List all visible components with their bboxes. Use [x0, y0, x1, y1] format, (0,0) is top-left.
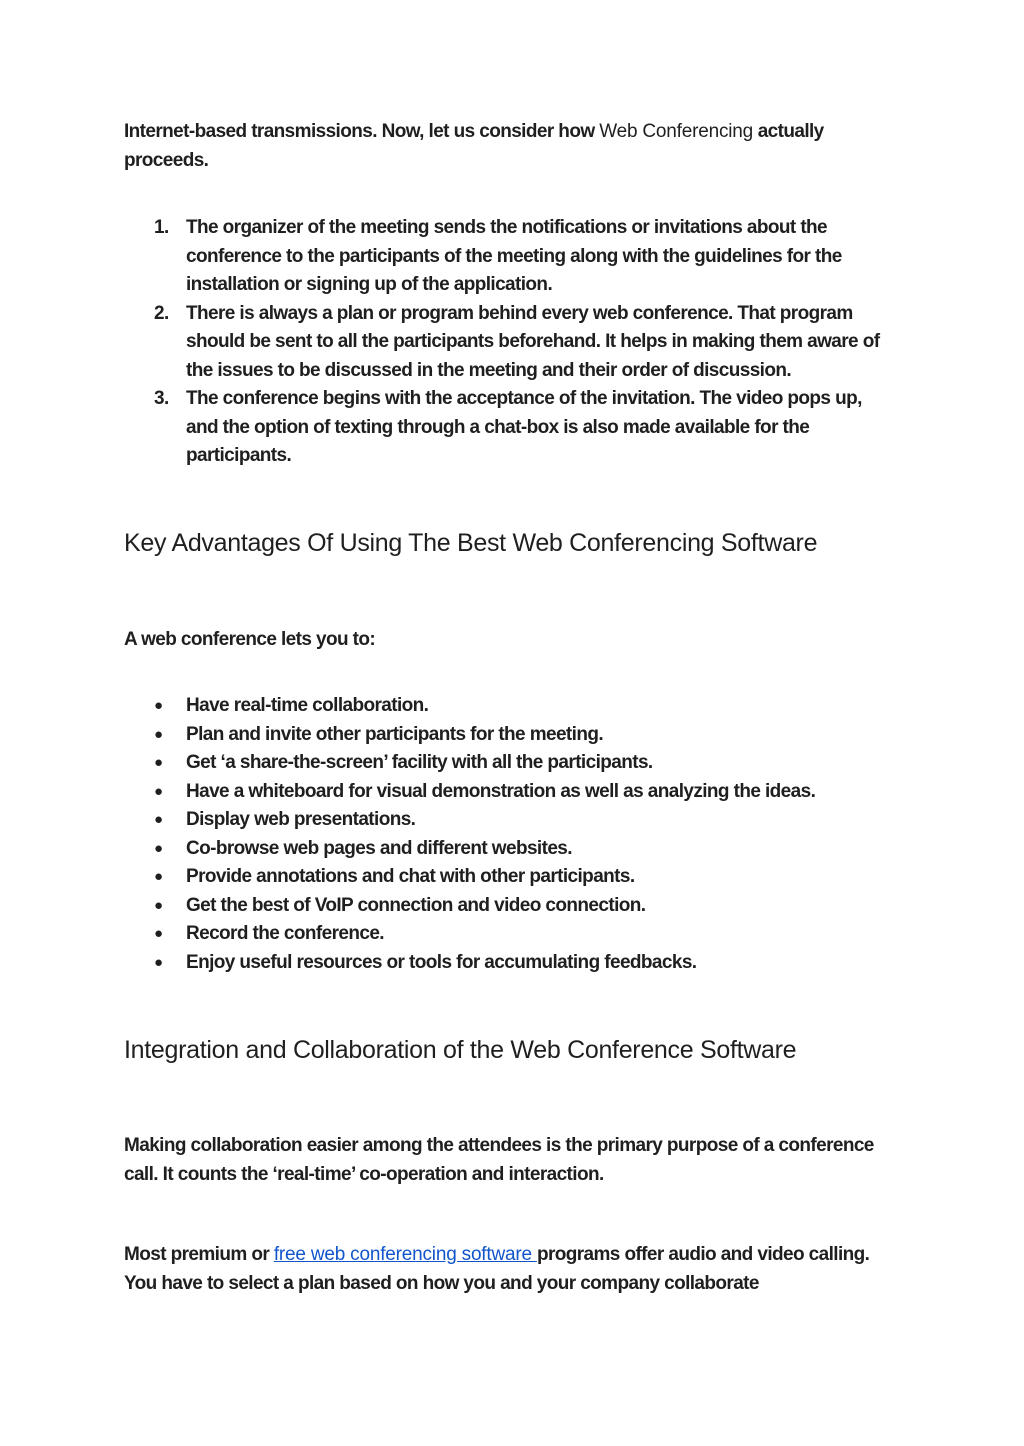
advantages-list: [124, 692, 894, 977]
list-item-text: There is always a plan or program behind every web conference. That program should be sent to all the participants beforehand. It helps in making them aware of the issues to be discussed in the meeting and their order of discussion.: [186, 302, 880, 381]
list-item: [124, 721, 894, 750]
integration-paragraph-1: Making collaboration easier among the attendees is the primary purpose of a conference call. It counts the ‘real-time’ co-operation and interaction.: [124, 1135, 874, 1185]
list-item-text: Provide annotations and chat with other participants.: [186, 866, 635, 887]
bullet-icon: ●: [154, 896, 163, 914]
bullet-icon: ●: [154, 811, 163, 828]
list-item: [124, 385, 894, 471]
steps-list: [124, 214, 894, 471]
bullet-icon: ●: [154, 697, 163, 714]
bullet-icon: ●: [154, 782, 163, 800]
intro-highlight: Web Conferencing: [599, 121, 754, 142]
list-item: [124, 214, 894, 300]
intro-text-pre: Internet-based transmissions. Now, let us consider how: [124, 121, 600, 142]
list-item: [124, 300, 894, 386]
list-number: 3.: [154, 388, 169, 409]
list-item-text: Record the conference.: [186, 923, 384, 944]
free-web-conferencing-software-link[interactable]: free web conferencing software: [273, 1244, 537, 1265]
list-item: [124, 920, 894, 949]
list-item: [124, 835, 894, 864]
list-item-text: Have real-time collaboration.: [186, 695, 429, 716]
list-item: [124, 949, 894, 978]
advantages-heading: Key Advantages Of Using The Best Web Conferencing Software: [124, 528, 818, 557]
advantages-lead: A web conference lets you to:: [124, 628, 376, 650]
list-item-text: The organizer of the meeting sends the notifications or invitations about the conference to the participants of the meeting along with the guidelines for the installation or signing up of the application.: [186, 217, 842, 295]
list-item: [124, 863, 894, 892]
bullet-icon: ●: [154, 725, 163, 743]
bullet-icon: ●: [154, 839, 163, 857]
intro-text-post: actually proceeds.: [124, 121, 824, 171]
document-page: [124, 118, 894, 1298]
list-item: [124, 806, 894, 835]
bullet-icon: ●: [154, 868, 163, 885]
bullet-icon: ●: [154, 925, 163, 942]
list-number: 1.: [154, 217, 169, 238]
integration-heading: Integration and Collaboration of the Web Conference Software: [124, 1036, 797, 1064]
list-item-text: Get the best of VoIP connection and video connection.: [186, 894, 646, 916]
list-item-text: Display web presentations.: [186, 809, 416, 830]
bullet-icon: ●: [154, 754, 163, 771]
list-item-text: Have a whiteboard for visual demonstration as well as analyzing the ideas.: [186, 780, 816, 802]
list-item: [124, 778, 894, 807]
list-number: 2.: [154, 302, 169, 324]
list-item: [124, 749, 894, 778]
paragraph-text-post: programs offer audio and video calling. You have to select a plan based on how you and your company collaborate: [124, 1244, 870, 1294]
list-item-text: Enjoy useful resources or tools for accumulating feedbacks.: [186, 951, 697, 973]
list-item-text: Plan and invite other participants for the meeting.: [186, 723, 604, 745]
intro-paragraph: [124, 118, 894, 175]
list-item: [124, 692, 894, 721]
bullet-icon: ●: [154, 953, 163, 971]
list-item-text: Get ‘a share-the-screen’ facility with all the participants.: [186, 752, 653, 773]
paragraph-text-pre: Most premium or: [124, 1244, 274, 1265]
integration-paragraph-2: [124, 1241, 894, 1298]
list-item-text: Co-browse web pages and different websites.: [186, 837, 572, 859]
list-item-text: The conference begins with the acceptance of the invitation. The video pops up, and the option of texting through a chat-box is also made available for the participants.: [186, 388, 862, 466]
list-item: [124, 892, 894, 921]
